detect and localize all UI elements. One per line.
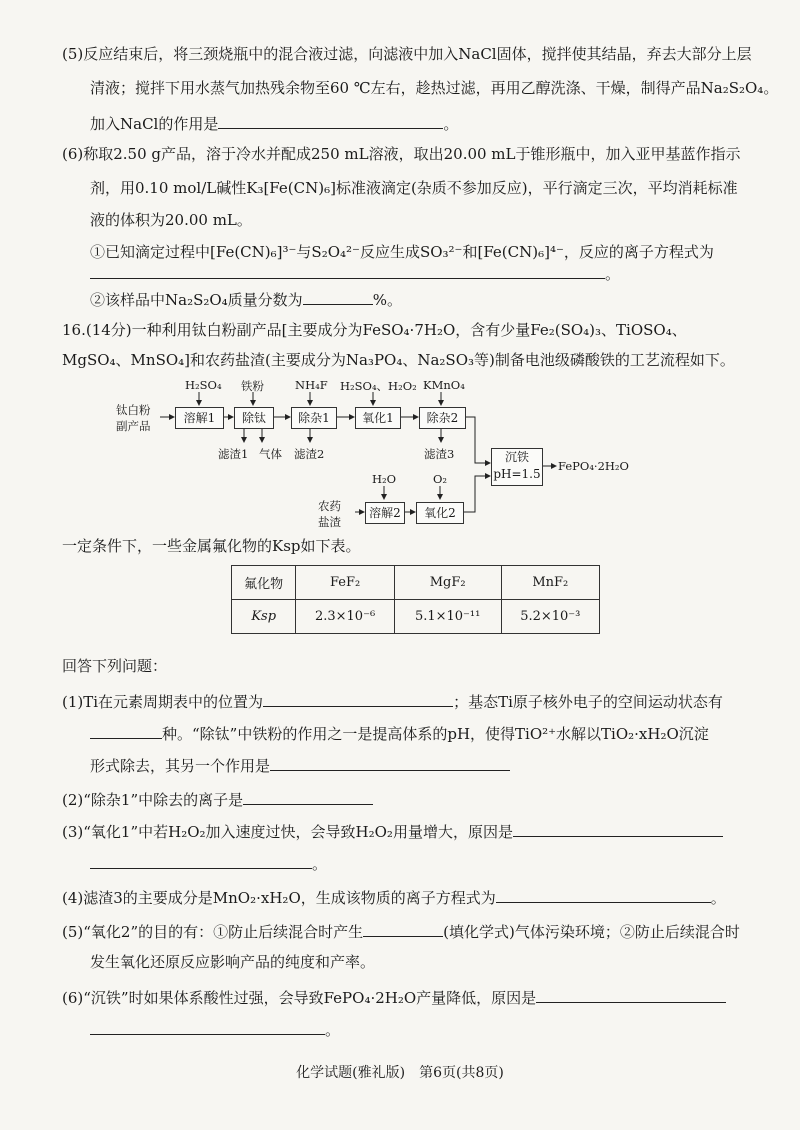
q16-1-line3	[90, 754, 510, 776]
table-header-cell: MgF₂	[394, 566, 501, 600]
q16-3-line2	[90, 852, 327, 874]
table-header-row	[232, 566, 600, 600]
source-pesticide-salt-line1: 农药	[318, 499, 341, 513]
step-precipitate-iron-ph: pH=1.5	[493, 467, 541, 481]
output-residue2: 滤渣2	[294, 447, 325, 461]
answer-blank[interactable]	[90, 852, 312, 869]
q16-2-prompt: (2)“除杂1”中除去的离子是	[62, 791, 244, 809]
answer-blank[interactable]	[513, 820, 723, 837]
flowchart-arrows	[0, 0, 800, 540]
q16-4-prompt: (4)滤渣3的主要成分是MnO₂·xH₂O，生成该物质的离子方程式为	[62, 889, 496, 907]
q16-3-line1	[62, 820, 723, 842]
q15-p5-line1: (5)反应结束后，将三颈烧瓶中的混合液过滤，向滤液中加入NaCl固体，搅拌使其结晶，弃去大部分上层	[62, 45, 752, 63]
output-residue1: 滤渣1	[218, 447, 249, 461]
source-titanium-byproduct-line1: 钛白粉	[116, 403, 151, 417]
output-residue3: 滤渣3	[424, 447, 455, 461]
reagent-nh4f: NH₄F	[295, 378, 328, 392]
answer-blank[interactable]	[363, 920, 443, 937]
table-row	[232, 600, 600, 634]
q15-p6-line1: (6)称取2.50 g产品，溶于冷水并配成250 mL溶液，取出20.00 mL于锥形瓶中，加入亚甲基蓝作指示	[62, 145, 741, 163]
step-impurity2: 除杂2	[419, 407, 466, 429]
step-oxidize1: 氧化1	[355, 407, 401, 429]
table-cell: 5.2×10⁻³	[501, 600, 599, 634]
step-remove-titanium: 除钛	[234, 407, 274, 429]
table-intro: 一定条件下，一些金属氟化物的Ksp如下表。	[62, 537, 361, 555]
q16-5-line1	[62, 920, 740, 942]
q16-2	[62, 788, 373, 810]
page-footer: 化学试题(雅礼版) 第6页(共8页)	[296, 1065, 504, 1081]
q15-p6-line2: 剂，用0.10 mol/L碱性K₃[Fe(CN)₆]标准液滴定(杂质不参加反应)，平行滴定三次，平均消耗标准	[90, 179, 738, 197]
q16-6-line1	[62, 986, 726, 1008]
answer-blank[interactable]	[270, 754, 510, 771]
step-precipitate-iron	[491, 448, 543, 486]
source-pesticide-salt-line2: 盐渣	[318, 515, 341, 529]
q15-p6-sub1: ①已知滴定过程中[Fe(CN)₆]³⁻与S₂O₄²⁻反应生成SO₃²⁻和[Fe(CN)₆]⁴⁻，反应的离子方程式为	[90, 243, 714, 261]
answer-blank[interactable]	[90, 722, 162, 739]
q16-5-line2: 发生氧化还原反应影响产品的纯度和产率。	[90, 953, 376, 971]
answer-blank[interactable]	[90, 1018, 325, 1035]
answer-blank[interactable]	[263, 690, 453, 707]
q16-1-prompt-c: 种。“除钛”中铁粉的作用之一是提高体系的pH，使得TiO²⁺水解以TiO₂·xH₂O沉淀	[162, 725, 709, 743]
q16-1-line1	[62, 690, 723, 712]
q16-1-prompt-d: 形式除去，其另一个作用是	[90, 757, 271, 775]
step-oxidize2: 氧化2	[416, 502, 464, 524]
period: 。	[312, 855, 328, 873]
table-header-cell: FeF₂	[296, 566, 394, 600]
q16-intro-line2: MgSO₄、MnSO₄]和农药盐渣(主要成分为Na₃PO₄、Na₂SO₃等)制备电池级磷酸铁的工艺流程如下。	[62, 351, 735, 369]
q16-4	[62, 886, 726, 908]
q16-5-prompt-a: (5)“氧化2”的目的有：①防止后续混合时产生	[62, 923, 364, 941]
table-header-cell: 氟化物	[232, 566, 296, 600]
step-precipitate-iron-label: 沉铁	[504, 450, 529, 464]
q15-p6-sub2-prompt: ②该样品中Na₂S₂O₄质量分数为	[90, 291, 303, 309]
product-label: FePO₄·2H₂O	[558, 459, 629, 473]
q16-1-prompt-b: ；基态Ti原子核外电子的空间运动状态有	[453, 693, 723, 711]
reagent-kmno4: KMnO₄	[423, 378, 465, 392]
step-impurity1: 除杂1	[291, 407, 337, 429]
q16-3-prompt: (3)“氧化1”中若H₂O₂加入速度过快，会导致H₂O₂用量增大，原因是	[62, 823, 513, 841]
table-cell: 5.1×10⁻¹¹	[394, 600, 501, 634]
output-gas: 气体	[259, 447, 282, 461]
step-dissolve2: 溶解2	[365, 502, 405, 524]
q16-1-prompt-a: (1)Ti在元素周期表中的位置为	[62, 693, 264, 711]
ksp-table	[231, 565, 600, 634]
answer-intro: 回答下列问题：	[62, 657, 168, 675]
reagent-o2: O₂	[433, 472, 448, 486]
period: 。	[443, 115, 459, 133]
table-cell: 2.3×10⁻⁶	[296, 600, 394, 634]
period: 。	[325, 1021, 341, 1039]
q16-1-line2	[90, 722, 709, 744]
q15-p5-line2: 清液；搅拌下用水蒸气加热残余物至60 ℃左右，趁热过滤，再用乙醇洗涤、干燥，制得产品Na₂S₂O₄。	[90, 79, 779, 97]
step-dissolve1: 溶解1	[175, 407, 224, 429]
q15-p5-prompt: 加入NaCl的作用是	[90, 115, 219, 133]
source-titanium-byproduct-line2: 副产品	[116, 419, 151, 433]
q16-6-line2	[90, 1018, 340, 1040]
q16-intro-line1: 16.(14分)一种利用钛白粉副产品[主要成分为FeSO₄·7H₂O，含有少量Fe₂(SO₄)₃、TiOSO₄、	[62, 321, 687, 339]
answer-blank[interactable]	[243, 788, 373, 805]
table-header-cell: MnF₂	[501, 566, 599, 600]
q15-p6-line3: 液的体积为20.00 mL。	[90, 211, 252, 229]
answer-blank[interactable]	[536, 986, 726, 1003]
q16-5-prompt-b: (填化学式)气体污染环境；②防止后续混合时	[443, 923, 740, 941]
reagent-iron-powder: 铁粉	[241, 379, 264, 393]
percent-sign: %。	[372, 291, 402, 309]
reagent-h2so4: H₂SO₄	[185, 378, 222, 392]
reagent-h2o: H₂O	[372, 472, 397, 486]
answer-blank[interactable]	[496, 886, 711, 903]
period: 。	[710, 889, 726, 907]
q16-6-prompt: (6)“沉铁”时如果体系酸性过强，会导致FePO₄·2H₂O产量降低，原因是	[62, 989, 537, 1007]
period: 。	[605, 265, 621, 283]
table-row-label: Ksp	[232, 600, 296, 634]
reagent-h2so4-h2o2: H₂SO₄、H₂O₂	[340, 379, 417, 393]
